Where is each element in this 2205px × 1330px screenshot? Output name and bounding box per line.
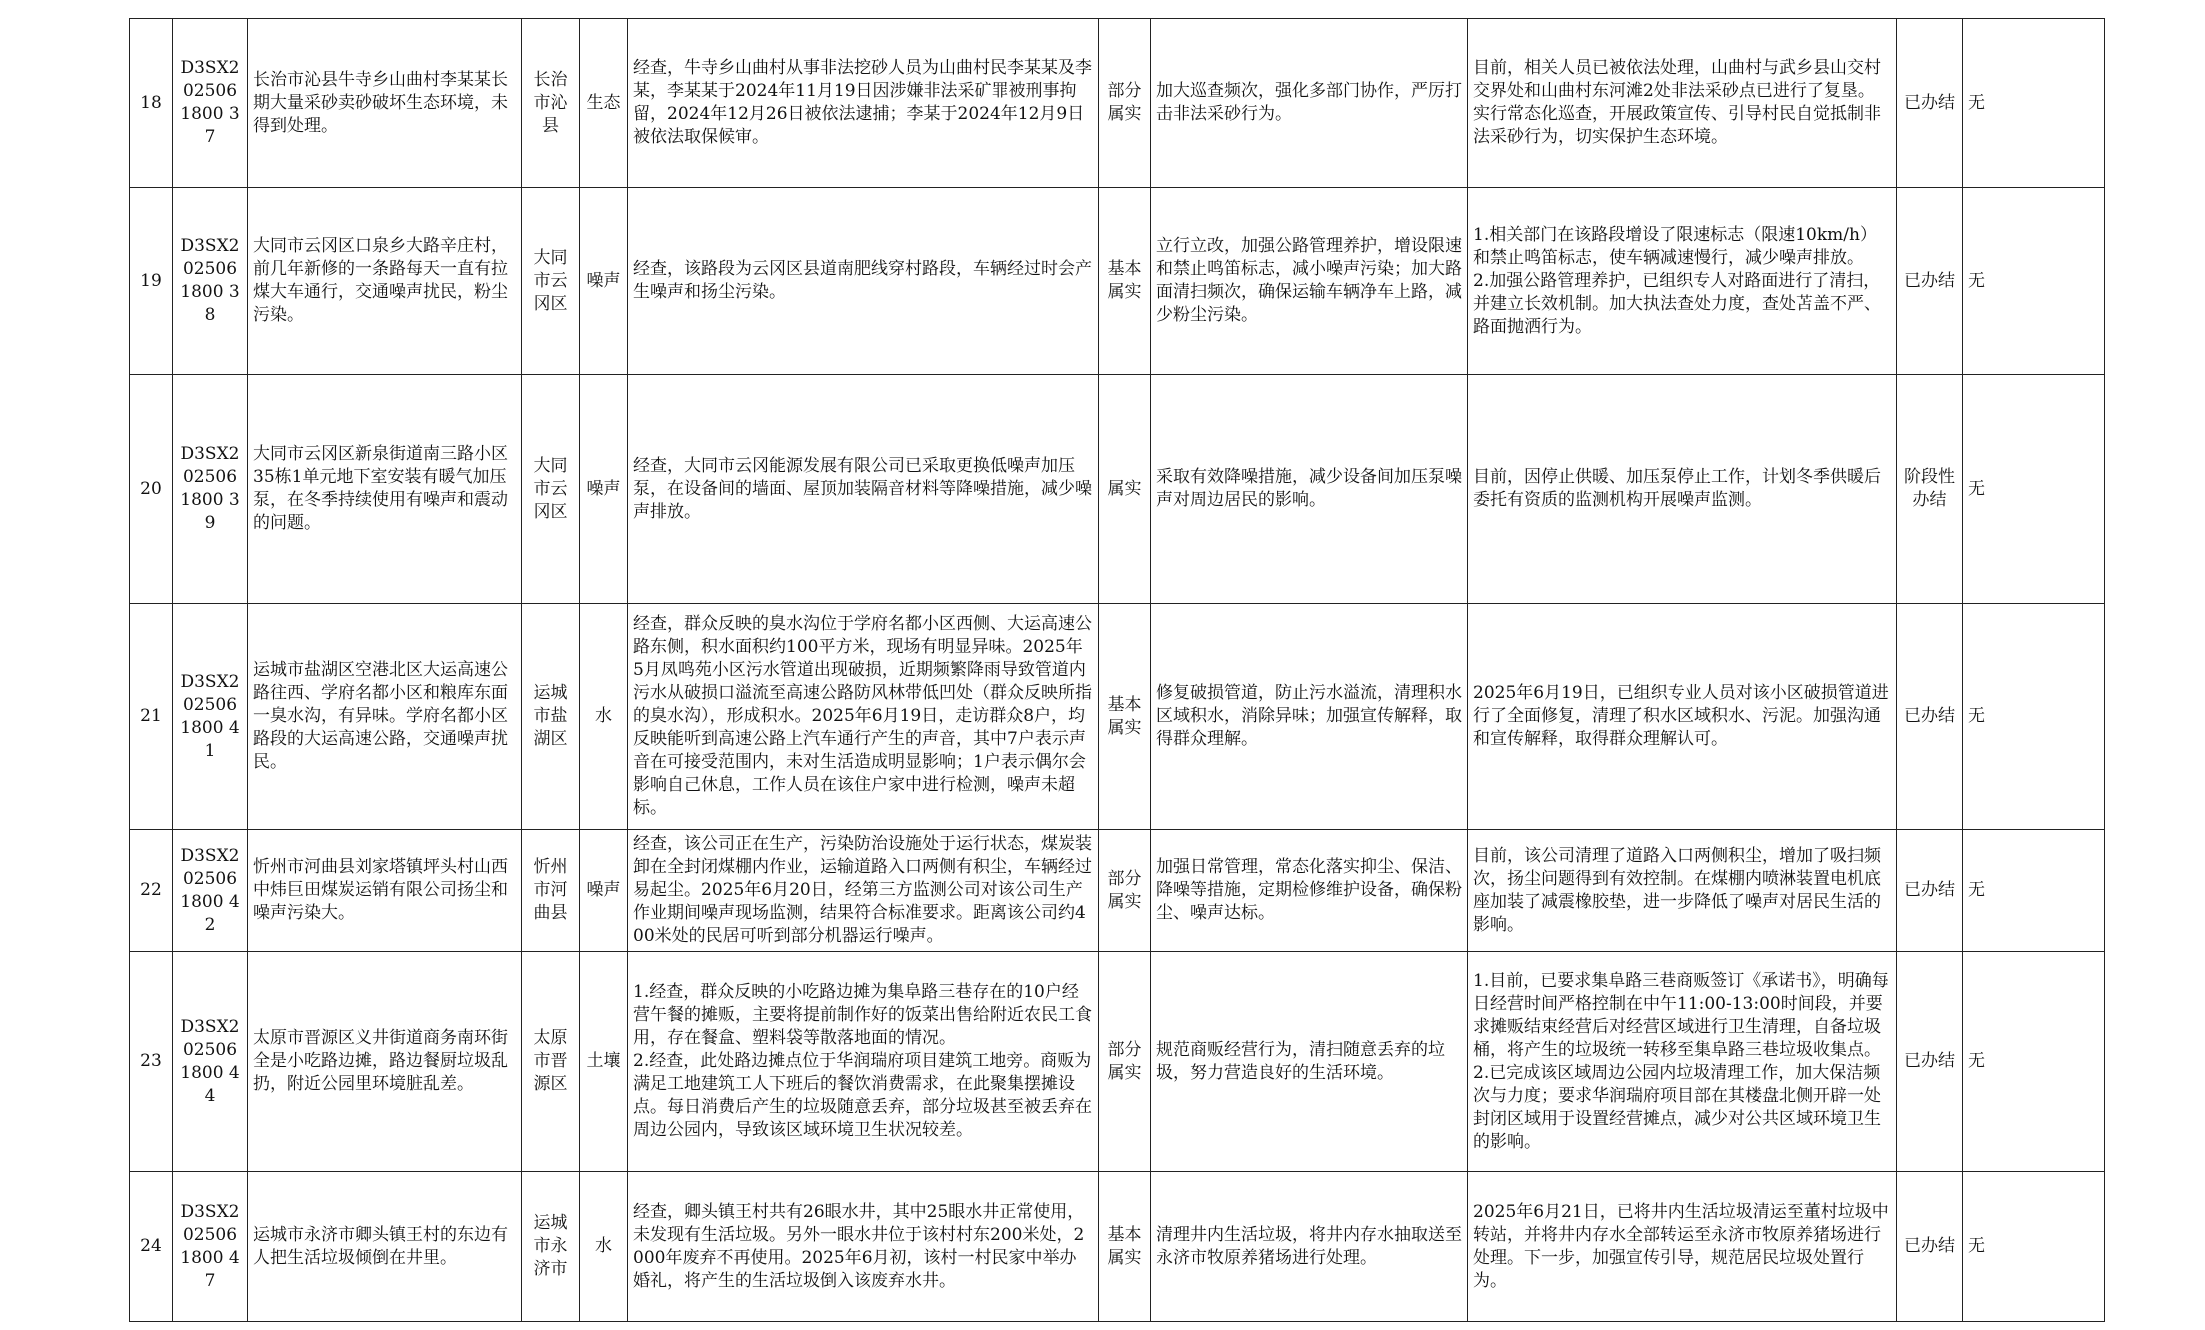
region: 运城市盐湖区: [522, 604, 580, 830]
status: 已办结: [1897, 1172, 1963, 1322]
handling-result: 2025年6月21日，已将井内生活垃圾清运至董村垃圾中转站，并将井内存水全部转运至永济市牧原养猪场进行处理。下一步，加强宣传引导，规范居民垃圾处置行为。: [1468, 1172, 1897, 1322]
complaint-content: 太原市晋源区义井街道商务南环街全是小吃路边摊，路边餐厨垃圾乱扔，附近公园里环境脏乱差。: [248, 952, 522, 1172]
row-index: 20: [130, 375, 173, 604]
region: 运城市永济市: [522, 1172, 580, 1322]
case-code: D3SX2025061800 38: [173, 188, 248, 375]
complaint-content: 长治市沁县牛寺乡山曲村李某某长期大量采砂卖砂破坏生态环境，未得到处理。: [248, 19, 522, 188]
verdict: 部分属实: [1099, 952, 1151, 1172]
case-code: D3SX2025061800 47: [173, 1172, 248, 1322]
complaint-content: 运城市永济市卿头镇王村的东边有人把生活垃圾倾倒在井里。: [248, 1172, 522, 1322]
verdict: 部分属实: [1099, 830, 1151, 952]
investigation-result: 经查，该公司正在生产，污染防治设施处于运行状态，煤炭装卸在全封闭煤棚内作业，运输道路入口两侧有积尘，车辆经过易起尘。2025年6月20日，经第三方监测公司对该公司生产作业期间噪声现场监测，结果符合标准要求。距离该公司约400米处的民居可听到部分机器运行噪声。: [628, 830, 1099, 952]
measures: 采取有效降噪措施，减少设备间加压泵噪声对周边居民的影响。: [1151, 375, 1468, 604]
pollution-type: 生态: [580, 19, 628, 188]
measures: 规范商贩经营行为，清扫随意丢弃的垃圾，努力营造良好的生活环境。: [1151, 952, 1468, 1172]
complaint-content: 忻州市河曲县刘家塔镇坪头村山西中炜巨田煤炭运销有限公司扬尘和噪声污染大。: [248, 830, 522, 952]
pollution-type: 噪声: [580, 188, 628, 375]
case-table: [129, 18, 2105, 1322]
region: 大同市云冈区: [522, 188, 580, 375]
investigation-result: 经查，该路段为云冈区县道南肥线穿村路段，车辆经过时会产生噪声和扬尘污染。: [628, 188, 1099, 375]
investigation-result: 经查，牛寺乡山曲村从事非法挖砂人员为山曲村民李某某及李某，李某某于2024年11月19日因涉嫌非法采矿罪被刑事拘留，2024年12月26日被依法逮捕；李某于2024年12月9日被依法取保候审。: [628, 19, 1099, 188]
handling-result: 目前，该公司清理了道路入口两侧积尘，增加了吸扫频次，扬尘问题得到有效控制。在煤棚内喷淋装置电机底座加装了减震橡胶垫，进一步降低了噪声对居民生活的影响。: [1468, 830, 1897, 952]
case-code: D3SX2025061800 42: [173, 830, 248, 952]
verdict: 基本属实: [1099, 1172, 1151, 1322]
table-row: [130, 830, 2105, 952]
verdict: 基本属实: [1099, 188, 1151, 375]
table-row: [130, 952, 2105, 1172]
verdict: 部分属实: [1099, 19, 1151, 188]
accountability: 无: [1963, 375, 2105, 604]
verdict: 属实: [1099, 375, 1151, 604]
table-row: [130, 188, 2105, 375]
region: 忻州市河曲县: [522, 830, 580, 952]
pollution-type: 水: [580, 1172, 628, 1322]
complaint-content: 大同市云冈区新泉街道南三路小区35栋1单元地下室安装有暖气加压泵，在冬季持续使用有噪声和震动的问题。: [248, 375, 522, 604]
pollution-type: 土壤: [580, 952, 628, 1172]
status: 已办结: [1897, 188, 1963, 375]
measures: 加大巡查频次，强化多部门协作，严厉打击非法采砂行为。: [1151, 19, 1468, 188]
accountability: 无: [1963, 830, 2105, 952]
complaint-content: 大同市云冈区口泉乡大路辛庄村，前几年新修的一条路每天一直有拉煤大车通行，交通噪声扰民，粉尘污染。: [248, 188, 522, 375]
case-code: D3SX2025061800 37: [173, 19, 248, 188]
measures: 清理井内生活垃圾，将井内存水抽取送至永济市牧原养猪场进行处理。: [1151, 1172, 1468, 1322]
region: 长治市沁县: [522, 19, 580, 188]
case-code: D3SX2025061800 39: [173, 375, 248, 604]
accountability: 无: [1963, 1172, 2105, 1322]
handling-result: 1.相关部门在该路段增设了限速标志（限速10km/h）和禁止鸣笛标志，使车辆减速慢行，减少噪声排放。 2.加强公路管理养护，已组织专人对路面进行了清扫，并建立长效机制。加大执法查处力度，查处苫盖不严、路面抛洒行为。: [1468, 188, 1897, 375]
handling-result: 目前，相关人员已被依法处理，山曲村与武乡县山交村交界处和山曲村东河滩2处非法采砂点已进行了复垦。实行常态化巡查，开展政策宣传、引导村民自觉抵制非法采砂行为，切实保护生态环境。: [1468, 19, 1897, 188]
complaint-content: 运城市盐湖区空港北区大运高速公路往西、学府名都小区和粮库东面一臭水沟，有异味。学府名都小区路段的大运高速公路，交通噪声扰民。: [248, 604, 522, 830]
status: 已办结: [1897, 830, 1963, 952]
table-row: [130, 604, 2105, 830]
region: 大同市云冈区: [522, 375, 580, 604]
status: 阶段性办结: [1897, 375, 1963, 604]
row-index: 18: [130, 19, 173, 188]
verdict: 基本属实: [1099, 604, 1151, 830]
status: 已办结: [1897, 604, 1963, 830]
accountability: 无: [1963, 604, 2105, 830]
status: 已办结: [1897, 19, 1963, 188]
row-index: 22: [130, 830, 173, 952]
row-index: 21: [130, 604, 173, 830]
pollution-type: 水: [580, 604, 628, 830]
table-body: [130, 19, 2105, 1322]
region: 太原市晋源区: [522, 952, 580, 1172]
measures: 加强日常管理，常态化落实抑尘、保洁、降噪等措施，定期检修维护设备，确保粉尘、噪声达标。: [1151, 830, 1468, 952]
row-index: 19: [130, 188, 173, 375]
measures: 立行立改，加强公路管理养护，增设限速和禁止鸣笛标志，减小噪声污染；加大路面清扫频次，确保运输车辆净车上路，减少粉尘污染。: [1151, 188, 1468, 375]
investigation-result: 经查，群众反映的臭水沟位于学府名都小区西侧、大运高速公路东侧，积水面积约100平方米，现场有明显异味。2025年5月凤鸣苑小区污水管道出现破损，近期频繁降雨导致管道内污水从破损口溢流至高速公路防风林带低凹处（群众反映所指的臭水沟），形成积水。2025年6月19日，走访群众8户，均反映能听到高速公路上汽车通行产生的声音，其中7户表示声音在可接受范围内，未对生活造成明显影响；1户表示偶尔会影响自己休息，工作人员在该住户家中进行检测，噪声未超标。: [628, 604, 1099, 830]
investigation-result: 1.经查，群众反映的小吃路边摊为集阜路三巷存在的10户经营午餐的摊贩，主要将提前制作好的饭菜出售给附近农民工食用，存在餐盒、塑料袋等散落地面的情况。 2.经查，此处路边摊点位于华润瑞府项目建筑工地旁。商贩为满足工地建筑工人下班后的餐饮消费需求，在此聚集摆摊设点。每日消费后产生的垃圾随意丢弃，部分垃圾甚至被丢弃在周边公园内，导致该区域环境卫生状况较差。: [628, 952, 1099, 1172]
accountability: 无: [1963, 952, 2105, 1172]
handling-result: 目前，因停止供暖、加压泵停止工作，计划冬季供暖后委托有资质的监测机构开展噪声监测。: [1468, 375, 1897, 604]
table-row: [130, 375, 2105, 604]
handling-result: 2025年6月19日，已组织专业人员对该小区破损管道进行了全面修复，清理了积水区域积水、污泥。加强沟通和宣传解释，取得群众理解认可。: [1468, 604, 1897, 830]
status: 已办结: [1897, 952, 1963, 1172]
row-index: 23: [130, 952, 173, 1172]
pollution-type: 噪声: [580, 375, 628, 604]
accountability: 无: [1963, 188, 2105, 375]
row-index: 24: [130, 1172, 173, 1322]
pollution-type: 噪声: [580, 830, 628, 952]
case-code: D3SX2025061800 44: [173, 952, 248, 1172]
table-row: [130, 19, 2105, 188]
handling-result: 1.目前，已要求集阜路三巷商贩签订《承诺书》，明确每日经营时间严格控制在中午11:00-13:00时间段，并要求摊贩结束经营后对经营区域进行卫生清理，自备垃圾桶，将产生的垃圾统一转移至集阜路三巷垃圾收集点。 2.已完成该区域周边公园内垃圾清理工作，加大保洁频次与力度；要求华润瑞府项目部在其楼盘北侧开辟一处封闭区域用于设置经营摊点，减少对公共区域环境卫生的影响。: [1468, 952, 1897, 1172]
case-code: D3SX2025061800 41: [173, 604, 248, 830]
investigation-result: 经查，大同市云冈能源发展有限公司已采取更换低噪声加压泵，在设备间的墙面、屋顶加装隔音材料等降噪措施，减少噪声排放。: [628, 375, 1099, 604]
table-row: [130, 1172, 2105, 1322]
measures: 修复破损管道，防止污水溢流，清理积水区域积水，消除异味；加强宣传解释，取得群众理解。: [1151, 604, 1468, 830]
investigation-result: 经查，卿头镇王村共有26眼水井，其中25眼水井正常使用，未发现有生活垃圾。另外一眼水井位于该村村东200米处，2000年废弃不再使用。2025年6月初，该村一村民家中举办婚礼，将产生的生活垃圾倒入该废弃水井。: [628, 1172, 1099, 1322]
accountability: 无: [1963, 19, 2105, 188]
